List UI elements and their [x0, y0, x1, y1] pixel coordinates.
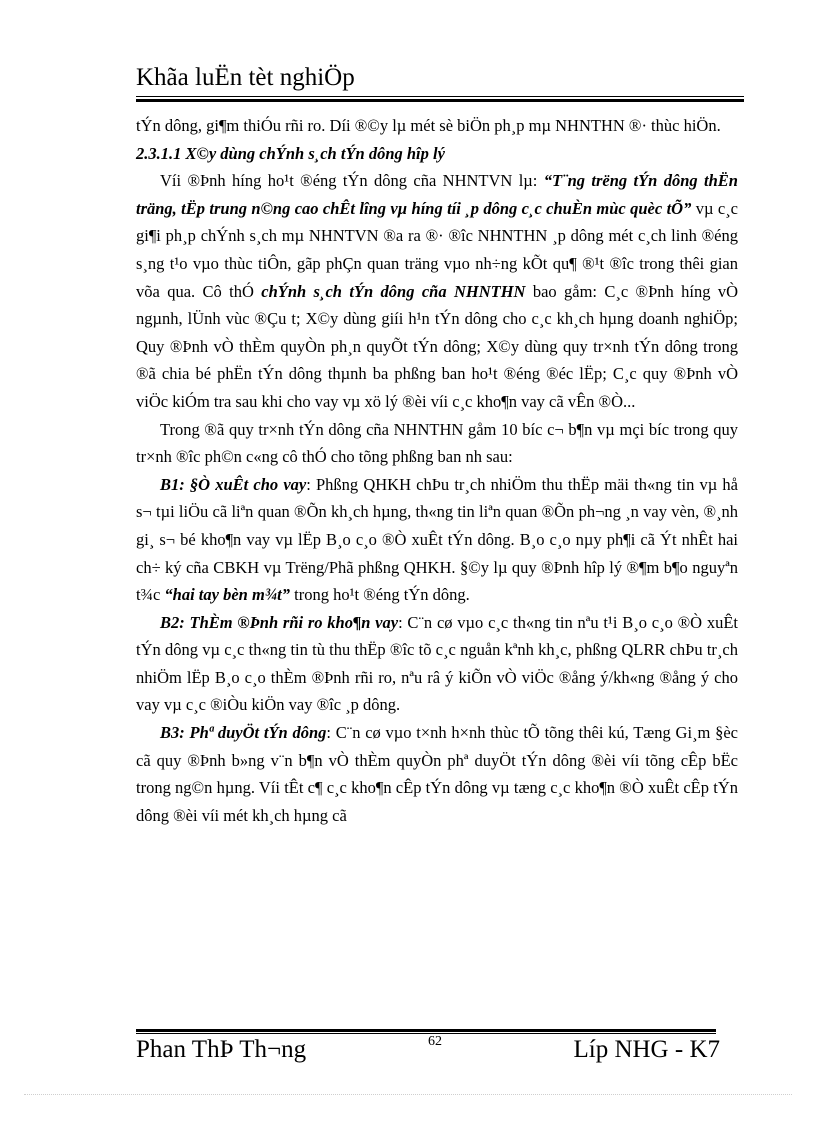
- step-text: : C¨n cø vµo c¸c th«ng tin nªu t¹i B¸o c¸o ®Ò xuÊt tÝn dông vµ c¸c th«ng tin tù thu thËp ®îc tõ c¸c nguån kªnh kh¸c, phßng QLRR chÞu tr¸ch nhiÖm lËp B¸o c¸o thÈm ®Þnh rñi ro, nªu râ ý kiÕn vÒ viÖc ®ång ý/kh«ng ®ång ý cho vay vµ c¸c ®iÒu kiÖn vay ®îc ¸p dông.: [136, 612, 738, 715]
- footer-rule-thick: [136, 1029, 716, 1032]
- step-label: B3: Phª duyÖt tÝn dông: [160, 723, 327, 743]
- section-heading: 2.3.1.1 X©y dùng chÝnh s¸ch tÝn dông hîp lý: [136, 143, 445, 163]
- step-text: : C¨n cø vµo t×nh h×nh thùc tÕ tõng thêi kú, Tæng Gi¸m §èc cã quy ®Þnh b»ng v¨n b¶n vÒ thÈm quyÒn phª duyÖt tÝn dông ®èi víi tõng cÊp bËc trong ng©n hµng. Víi tÊt c¶ c¸c kho¶n cÊp tÝn dông vµ tæng c¸c kho¶n ®Ò xuÊt cÊp tÝn dông ®èi víi mét kh¸ch hµng cã: [136, 723, 739, 825]
- paragraph-text: vµ c¸c gi¶i ph¸p chÝnh s¸ch mµ NHNTVN ®a ra ®· ®îc NHNTHN ¸p dông mét c¸ch linh ®éng s¸ng t¹o vµo thùc tiÔn, gãp phÇn quan träng vµo nh÷ng kÕt qu¶ ®¹t ®îc trong thêi gian võa qua. Cô thÓ: [136, 198, 738, 301]
- step-text: : Phßng QHKH chÞu tr¸ch nhiÖm thu thËp mäi th«ng tin vµ hå s¬ tµi liÖu cã liªn quan ®Õn kh¸ch hµng, th«ng tin liªn quan ®Õn ph¬ng ¸n vay vèn, ®¸nh gi¸ s¬ bé kho¶n vay vµ lËp B¸o c¸o ®Ò xuÊt tÝn dông. B¸o c¸o nµy ph¶i cã Ýt nhÊt hai ch÷ ký cña CBKH vµ Trëng/Phã phßng QHKH. §©y lµ quy ®Þnh hîp lý ®¶m b¶o nguyªn t¾c: [136, 474, 738, 605]
- footer-author: Phan ThÞ Th¬ng: [136, 1036, 307, 1063]
- page-edge: [24, 1094, 792, 1095]
- header-rule-thick: [136, 99, 744, 102]
- emphasis: “T¨ng trëng tÝn dông thËn träng, tËp trung n©ng cao chÊt lîng vµ híng tíi ¸p dông c¸c chuÈn mùc quèc tÕ”: [136, 171, 738, 218]
- paragraph: Trong ®ã quy tr×nh tÝn dông cña NHNTHN gåm 10 bíc c¬ b¶n vµ mçi bíc trong quy tr×nh ®îc ph©n c«ng cô thÓ cho tõng phßng ban nh sau:: [136, 419, 738, 467]
- step-b3: [136, 719, 738, 829]
- footer-class: Líp NHG - K7: [573, 1036, 720, 1063]
- paragraph: [136, 167, 738, 415]
- paragraph: tÝn dông, gi¶m thiÓu rñi ro. Díi ®©y lµ mét sè biÖn ph¸p mµ NHNTHN ®· thùc hiÖn.: [136, 116, 721, 135]
- emphasis: chÝnh s¸ch tÝn dông cña NHNTHN: [261, 281, 526, 301]
- step-label: B1: §Ò xuÊt cho vay: [160, 474, 307, 494]
- paragraph-text: bao gåm: C¸c ®Þnh híng vÒ ngµnh, lÜnh vùc ®Çu t; X©y dùng giíi h¹n tÝn dông cho c¸c kh¸ch hµng doanh nghiÖp; Quy ®Þnh vÒ thÈm quyÒn ph¸n quyÕt tÝn dông; X©y dùng quy tr×nh tÝn dông trong ®ã chia bé phËn tÝn dông thµnh ba phßng ban ho¹t ®éng ®éc lËp; C¸c quy ®Þnh vÒ viÖc kiÓm tra sau khi cho vay vµ xö lý ®èi víi c¸c kho¶n vay cã vÊn ®Ò...: [136, 281, 739, 411]
- paragraph-text: Víi ®Þnh híng ho¹t ®éng tÝn dông cña NHNTVN lµ:: [160, 171, 544, 191]
- step-b1: [136, 471, 738, 609]
- step-text: trong ho¹t ®éng tÝn dông.: [290, 585, 470, 605]
- step-label: B2: ThÈm ®Þnh rñi ro kho¶n vay: [160, 612, 399, 632]
- footer-rule-thin: [136, 1033, 716, 1034]
- step-b2: [136, 609, 738, 719]
- header-title: Khãa luËn tèt nghiÖp: [136, 64, 355, 91]
- page-body: [136, 112, 738, 829]
- header-rule-thin: [136, 96, 744, 97]
- emphasis: “hai tay bèn m¾t”: [164, 585, 291, 605]
- page-number: 62: [428, 1034, 442, 1049]
